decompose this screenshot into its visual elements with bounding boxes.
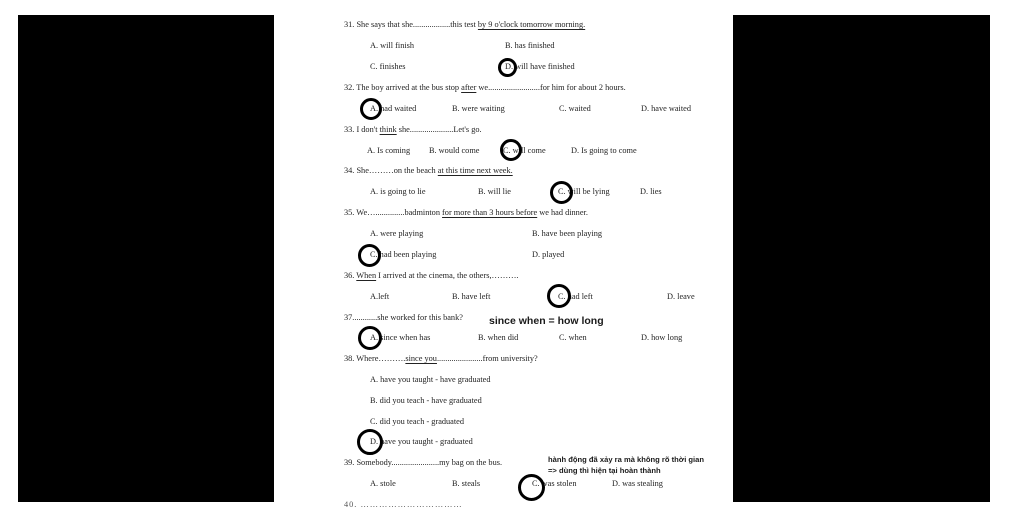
q38-option-a: A. have you taught - have graduated [370,375,491,384]
answer-circle-q31 [498,58,517,77]
question-34-stem: 34. She………on the beach at this time next week. [344,166,513,175]
q31-option-b: B. has finished [505,41,555,50]
question-32-stem: 32. The boy arrived at the bus stop after we.........................for him for about 2 hours. [344,83,626,92]
question-38-stem: 38. Where……….since you......................from university? [344,354,538,363]
q37-option-c: C. when [559,333,587,342]
q39-option-b: B. steals [452,479,481,488]
q35-option-d: D. played [532,250,565,259]
worksheet-page [274,0,733,531]
q34-option-d: D. lies [640,187,662,196]
question-31-stem: 31. She says that she..................this test by 9 o'clock tomorrow morning. [344,20,586,29]
q33-option-a: A. Is coming [367,146,411,155]
right-black-panel [733,15,990,502]
answer-circle-q38 [357,429,383,455]
answer-circle-q34 [550,181,573,204]
q36-option-b: B. have left [452,292,491,301]
answer-circle-q35 [358,244,381,267]
q32-option-b: B. were waiting [452,104,505,113]
q37-option-a: A. since when has [370,333,431,342]
q33-option-c: C. will come [503,146,546,155]
q31-option-c: C. finishes [370,62,406,71]
note-vietnamese-line-2: => dùng thì hiện tại hoàn thành [548,466,661,475]
q33-option-d: D. Is going to come [571,146,637,155]
left-black-panel [18,15,274,502]
answer-circle-q37 [358,326,382,350]
q39-option-a: A. stole [370,479,396,488]
question-37-stem: 37............she worked for this bank? [344,313,463,322]
q37-option-b: B. when did [478,333,519,342]
question-35-stem: 35. We…..............badminton for more than 3 hours before we had dinner. [344,208,588,217]
q39-option-d: D. was stealing [612,479,663,488]
q34-option-a: A. is going to lie [370,187,426,196]
q31-option-a: A. will finish [370,41,415,50]
q35-option-a: A. were playing [370,229,424,238]
q36-option-d: D. leave [667,292,695,301]
q39-option-c: C. was stolen [532,479,577,488]
answer-circle-q36 [547,284,571,308]
q32-option-d: D. have waited [641,104,691,113]
q36-option-a: A.left [370,292,390,301]
q38-option-b: B. did you teach - have graduated [370,396,482,405]
q38-option-d: D. have you taught - graduated [370,437,473,446]
question-33-stem: 33. I don't think she.....................Let's go. [344,125,482,134]
q38-option-c: C. did you teach - graduated [370,417,465,426]
q35-option-b: B. have been playing [532,229,603,238]
q36-option-c: C. had left [558,292,593,301]
question-39-stem: 39. Somebody.......................my bag on the bus. [344,458,503,467]
question-36-stem: 36. When I arrived at the cinema, the others,………. [344,271,519,280]
note-vietnamese-line-1: hành động đã xảy ra mà không rõ thời gian [548,455,705,464]
q35-option-c: C. had been playing [370,250,437,259]
q31-option-d: D. will have finished [505,62,575,71]
answer-circle-q32 [360,98,382,120]
q32-option-c: C. waited [559,104,591,113]
q34-option-b: B. will lie [478,187,511,196]
question-40-cut-off: 40. …………………………… [344,500,463,509]
answer-circle-q39 [518,474,545,501]
q32-option-a: A. had waited [370,104,417,113]
answer-circle-q33 [500,139,522,161]
q37-option-d: D. how long [641,333,683,342]
note-since-when: since when = how long [489,315,604,327]
q34-option-c: C. will be lying [558,187,610,196]
q33-option-b: B. would come [429,146,480,155]
